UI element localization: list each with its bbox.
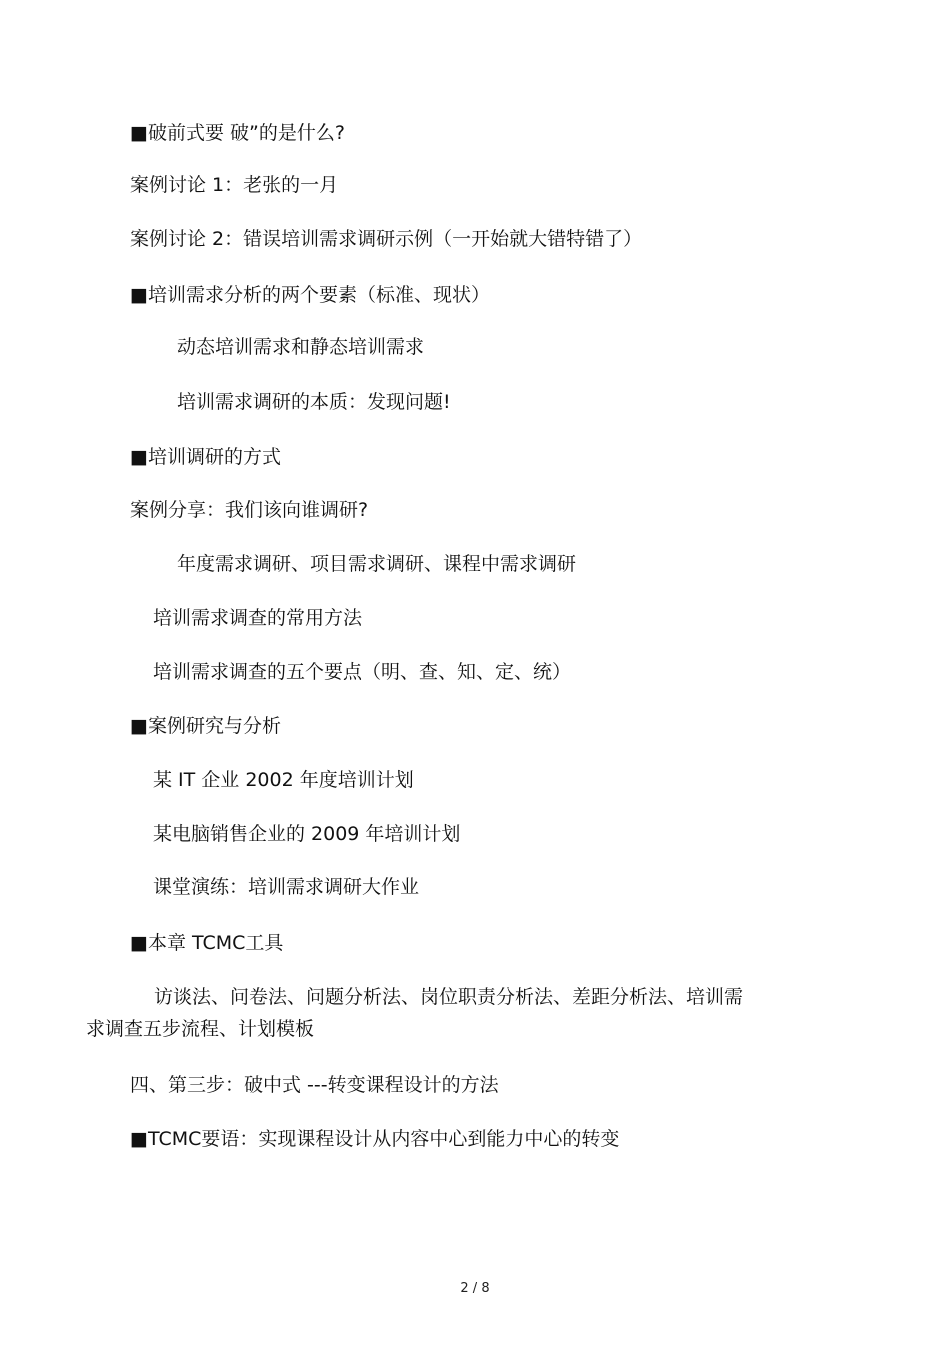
tools-paragraph-line-1: 访谈法、问卷法、问题分析法、岗位职责分析法、差距分析法、培训需 xyxy=(154,986,744,1008)
heading-research-methods: ■培训调研的方式 xyxy=(130,446,281,468)
tools-paragraph-line-2: 求调查五步流程、计划模板 xyxy=(86,1018,315,1040)
item-five-points: 培训需求调查的五个要点（明、查、知、定、统） xyxy=(153,661,572,683)
tools-paragraph xyxy=(86,981,806,1045)
heading-tcmc-motto: ■TCMC要语：实现课程设计从内容中心到能力中心的转变 xyxy=(130,1128,620,1150)
heading-break-front: ■破前式要 破”的是什么? xyxy=(130,122,345,144)
item-dynamic-static: 动态培训需求和静态培训需求 xyxy=(177,336,425,358)
heading-tcmc-tools: ■本章 TCMC工具 xyxy=(130,932,284,954)
item-it-plan: 某 IT 企业 2002 年度培训计划 xyxy=(153,769,414,791)
item-class-exercise: 课堂演练：培训需求调研大作业 xyxy=(153,876,420,898)
item-computer-plan: 某电脑销售企业的 2009 年培训计划 xyxy=(153,823,461,845)
case-discussion-1: 案例讨论 1：老张的一月 xyxy=(130,174,339,196)
heading-case-study: ■案例研究与分析 xyxy=(130,715,281,737)
item-essence: 培训需求调研的本质：发现问题! xyxy=(177,391,451,413)
item-common-methods: 培训需求调查的常用方法 xyxy=(153,607,363,629)
case-share: 案例分享：我们该向谁调研? xyxy=(130,499,369,521)
page-number: 2 / 8 xyxy=(460,1281,490,1296)
heading-two-elements: ■培训需求分析的两个要素（标准、现状） xyxy=(130,284,490,306)
item-research-types: 年度需求调研、项目需求调研、课程中需求调研 xyxy=(177,553,577,575)
case-discussion-2: 案例讨论 2：错误培训需求调研示例（一开始就大错特错了） xyxy=(130,228,643,250)
section-step-three: 四、第三步：破中式 ---转变课程设计的方法 xyxy=(130,1074,499,1096)
